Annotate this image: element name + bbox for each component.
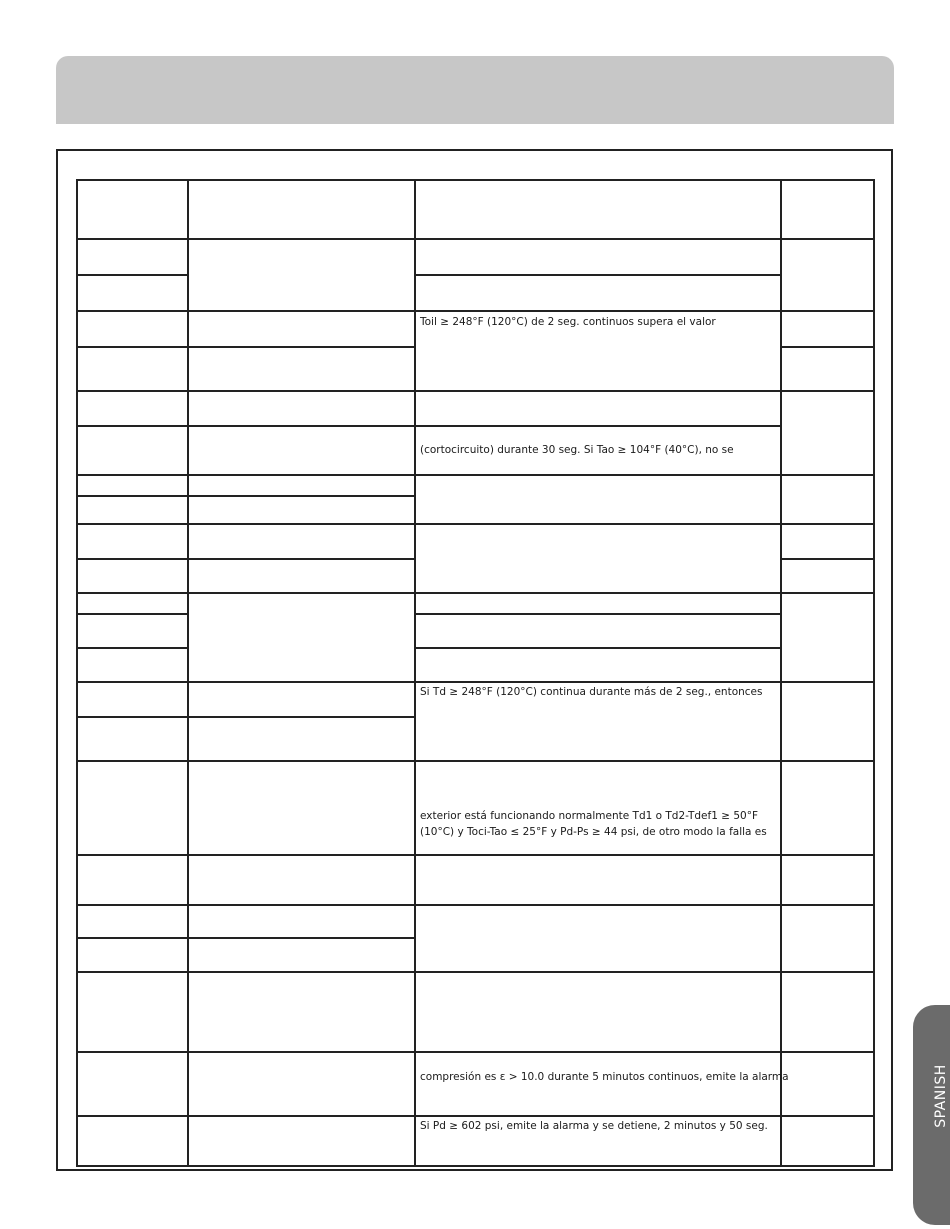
table-rule-v bbox=[76, 179, 78, 1167]
table-rule-h bbox=[76, 390, 875, 392]
error-code-table-frame bbox=[56, 149, 893, 1171]
table-note-outdoor-line1: exterior está funcionando normalmente Td1 o Td2-Tdef1 ≥ 50°F bbox=[420, 810, 759, 822]
table-rule-v bbox=[873, 179, 875, 1167]
table-rule-h bbox=[414, 613, 782, 615]
table-rule-h bbox=[780, 558, 875, 560]
table-rule-h bbox=[187, 495, 416, 497]
table-rule-h bbox=[414, 647, 782, 649]
table-note-toil: Toil ≥ 248°F (120°C) de 2 seg. continuos supera el valor bbox=[420, 316, 716, 328]
table-rule-h bbox=[76, 592, 875, 594]
language-tab-label-wrap bbox=[931, 1036, 950, 1156]
table-rule-h bbox=[76, 1115, 875, 1117]
table-rule-h bbox=[187, 937, 416, 939]
table-rule-h bbox=[76, 558, 189, 560]
table-rule-h bbox=[76, 346, 189, 348]
table-rule-h bbox=[76, 854, 875, 856]
table-note-shortcircuit: (cortocircuito) durante 30 seg. Si Tao ≥ 104°F (40°C), no se bbox=[420, 444, 734, 456]
table-rule-h bbox=[76, 495, 189, 497]
table-rule-h bbox=[76, 716, 189, 718]
table-rule-h bbox=[76, 474, 875, 476]
table-rule-h bbox=[414, 425, 782, 427]
table-rule-h bbox=[76, 971, 875, 973]
table-note-outdoor-line2: (10°C) y Toci-Tao ≤ 25°F y Pd-Ps ≥ 44 psi, de otro modo la falla es bbox=[420, 826, 767, 838]
table-rule-h bbox=[187, 346, 416, 348]
table-rule-v bbox=[414, 179, 416, 1167]
table-rule-h bbox=[187, 558, 416, 560]
table-rule-h bbox=[76, 523, 875, 525]
table-note-compression: compresión es ε > 10.0 durante 5 minutos continuos, emite la alarma bbox=[420, 1071, 789, 1083]
table-rule-h bbox=[76, 937, 189, 939]
table-note-pd: Si Pd ≥ 602 psi, emite la alarma y se detiene, 2 minutos y 50 seg. bbox=[420, 1120, 768, 1132]
table-rule-h bbox=[76, 647, 189, 649]
table-rule-h bbox=[76, 613, 189, 615]
table-rule-h bbox=[76, 760, 875, 762]
table-rule-h bbox=[76, 425, 189, 427]
table-rule-v bbox=[780, 179, 782, 1167]
table-rule-h bbox=[76, 179, 875, 181]
table-rule-h bbox=[76, 1165, 875, 1167]
table-rule-h bbox=[187, 716, 416, 718]
language-tab-label: SPANISH bbox=[933, 1064, 949, 1128]
table-rule-h bbox=[76, 904, 875, 906]
table-rule-h bbox=[780, 346, 875, 348]
page-header-bar bbox=[56, 56, 894, 124]
table-note-td: Si Td ≥ 248°F (120°C) continua durante más de 2 seg., entonces bbox=[420, 686, 763, 698]
table-rule-h bbox=[76, 310, 875, 312]
table-rule-h bbox=[187, 425, 416, 427]
table-rule-h bbox=[76, 238, 875, 240]
table-rule-h bbox=[76, 1051, 875, 1053]
table-rule-h bbox=[76, 681, 875, 683]
table-rule-h bbox=[414, 274, 782, 276]
table-rule-v bbox=[187, 179, 189, 1167]
table-rule-h bbox=[76, 274, 189, 276]
